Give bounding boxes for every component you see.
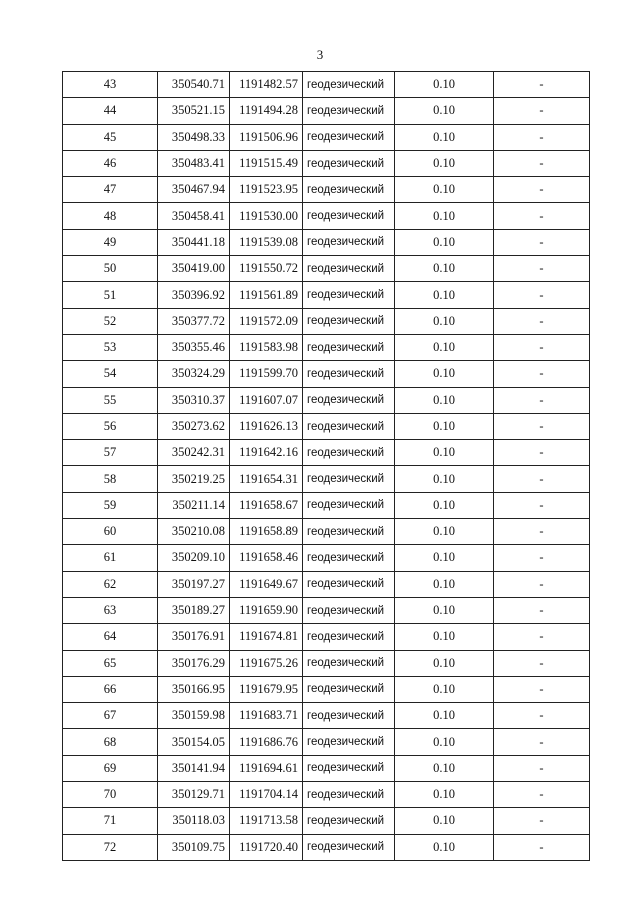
note-cell: - bbox=[494, 755, 590, 781]
note-cell: - bbox=[494, 703, 590, 729]
y-coordinate-cell: 1191561.89 bbox=[230, 282, 303, 308]
note-cell: - bbox=[494, 308, 590, 334]
point-number-cell: 53 bbox=[63, 334, 158, 360]
point-number-cell: 56 bbox=[63, 413, 158, 439]
note-cell: - bbox=[494, 361, 590, 387]
accuracy-cell: 0.10 bbox=[395, 676, 494, 702]
accuracy-cell: 0.10 bbox=[395, 308, 494, 334]
point-number-cell: 54 bbox=[63, 361, 158, 387]
table-row bbox=[63, 466, 590, 492]
y-coordinate-cell: 1191515.49 bbox=[230, 150, 303, 176]
y-coordinate-cell: 1191658.67 bbox=[230, 492, 303, 518]
point-number-cell: 59 bbox=[63, 492, 158, 518]
x-coordinate-cell: 350242.31 bbox=[158, 440, 230, 466]
method-cell: геодезический bbox=[303, 492, 395, 518]
x-coordinate-cell: 350483.41 bbox=[158, 150, 230, 176]
y-coordinate-cell: 1191494.28 bbox=[230, 98, 303, 124]
note-cell: - bbox=[494, 413, 590, 439]
point-number-cell: 64 bbox=[63, 624, 158, 650]
x-coordinate-cell: 350210.08 bbox=[158, 519, 230, 545]
accuracy-cell: 0.10 bbox=[395, 440, 494, 466]
method-cell: геодезический bbox=[303, 466, 395, 492]
method-cell: геодезический bbox=[303, 650, 395, 676]
y-coordinate-cell: 1191713.58 bbox=[230, 808, 303, 834]
table-row bbox=[63, 729, 590, 755]
x-coordinate-cell: 350129.71 bbox=[158, 782, 230, 808]
y-coordinate-cell: 1191607.07 bbox=[230, 387, 303, 413]
y-coordinate-cell: 1191674.81 bbox=[230, 624, 303, 650]
method-cell: геодезический bbox=[303, 229, 395, 255]
table-row bbox=[63, 782, 590, 808]
point-number-cell: 43 bbox=[63, 72, 158, 98]
method-cell: геодезический bbox=[303, 519, 395, 545]
point-number-cell: 61 bbox=[63, 545, 158, 571]
y-coordinate-cell: 1191659.90 bbox=[230, 597, 303, 623]
table-row bbox=[63, 440, 590, 466]
accuracy-cell: 0.10 bbox=[395, 597, 494, 623]
y-coordinate-cell: 1191704.14 bbox=[230, 782, 303, 808]
y-coordinate-cell: 1191679.95 bbox=[230, 676, 303, 702]
y-coordinate-cell: 1191506.96 bbox=[230, 124, 303, 150]
accuracy-cell: 0.10 bbox=[395, 545, 494, 571]
x-coordinate-cell: 350176.91 bbox=[158, 624, 230, 650]
table-row bbox=[63, 229, 590, 255]
method-cell: геодезический bbox=[303, 361, 395, 387]
note-cell: - bbox=[494, 124, 590, 150]
note-cell: - bbox=[494, 387, 590, 413]
table-row bbox=[63, 808, 590, 834]
table-row bbox=[63, 703, 590, 729]
point-number-cell: 52 bbox=[63, 308, 158, 334]
x-coordinate-cell: 350324.29 bbox=[158, 361, 230, 387]
x-coordinate-cell: 350197.27 bbox=[158, 571, 230, 597]
x-coordinate-cell: 350219.25 bbox=[158, 466, 230, 492]
method-cell: геодезический bbox=[303, 545, 395, 571]
point-number-cell: 58 bbox=[63, 466, 158, 492]
accuracy-cell: 0.10 bbox=[395, 150, 494, 176]
accuracy-cell: 0.10 bbox=[395, 466, 494, 492]
method-cell: геодезический bbox=[303, 834, 395, 860]
accuracy-cell: 0.10 bbox=[395, 387, 494, 413]
accuracy-cell: 0.10 bbox=[395, 650, 494, 676]
point-number-cell: 71 bbox=[63, 808, 158, 834]
table-row bbox=[63, 834, 590, 860]
x-coordinate-cell: 350211.14 bbox=[158, 492, 230, 518]
method-cell: геодезический bbox=[303, 808, 395, 834]
y-coordinate-cell: 1191720.40 bbox=[230, 834, 303, 860]
point-number-cell: 46 bbox=[63, 150, 158, 176]
method-cell: геодезический bbox=[303, 203, 395, 229]
page-number: 3 bbox=[316, 47, 324, 62]
accuracy-cell: 0.10 bbox=[395, 834, 494, 860]
note-cell: - bbox=[494, 782, 590, 808]
x-coordinate-cell: 350273.62 bbox=[158, 413, 230, 439]
y-coordinate-cell: 1191658.89 bbox=[230, 519, 303, 545]
method-cell: геодезический bbox=[303, 440, 395, 466]
method-cell: геодезический bbox=[303, 624, 395, 650]
accuracy-cell: 0.10 bbox=[395, 282, 494, 308]
accuracy-cell: 0.10 bbox=[395, 124, 494, 150]
table-row bbox=[63, 519, 590, 545]
x-coordinate-cell: 350396.92 bbox=[158, 282, 230, 308]
x-coordinate-cell: 350166.95 bbox=[158, 676, 230, 702]
table-row bbox=[63, 98, 590, 124]
table-row bbox=[63, 676, 590, 702]
point-number-cell: 66 bbox=[63, 676, 158, 702]
accuracy-cell: 0.10 bbox=[395, 519, 494, 545]
accuracy-cell: 0.10 bbox=[395, 72, 494, 98]
method-cell: геодезический bbox=[303, 755, 395, 781]
method-cell: геодезический bbox=[303, 571, 395, 597]
y-coordinate-cell: 1191683.71 bbox=[230, 703, 303, 729]
point-number-cell: 65 bbox=[63, 650, 158, 676]
note-cell: - bbox=[494, 650, 590, 676]
point-number-cell: 70 bbox=[63, 782, 158, 808]
accuracy-cell: 0.10 bbox=[395, 203, 494, 229]
accuracy-cell: 0.10 bbox=[395, 361, 494, 387]
note-cell: - bbox=[494, 256, 590, 282]
method-cell: геодезический bbox=[303, 256, 395, 282]
y-coordinate-cell: 1191658.46 bbox=[230, 545, 303, 571]
point-number-cell: 48 bbox=[63, 203, 158, 229]
point-number-cell: 68 bbox=[63, 729, 158, 755]
table-row bbox=[63, 492, 590, 518]
note-cell: - bbox=[494, 177, 590, 203]
accuracy-cell: 0.10 bbox=[395, 703, 494, 729]
x-coordinate-cell: 350540.71 bbox=[158, 72, 230, 98]
y-coordinate-cell: 1191523.95 bbox=[230, 177, 303, 203]
accuracy-cell: 0.10 bbox=[395, 413, 494, 439]
method-cell: геодезический bbox=[303, 177, 395, 203]
x-coordinate-cell: 350498.33 bbox=[158, 124, 230, 150]
table-row bbox=[63, 203, 590, 229]
x-coordinate-cell: 350441.18 bbox=[158, 229, 230, 255]
accuracy-cell: 0.10 bbox=[395, 334, 494, 360]
accuracy-cell: 0.10 bbox=[395, 808, 494, 834]
note-cell: - bbox=[494, 98, 590, 124]
coordinates-table bbox=[62, 71, 590, 861]
method-cell: геодезический bbox=[303, 72, 395, 98]
note-cell: - bbox=[494, 571, 590, 597]
note-cell: - bbox=[494, 597, 590, 623]
y-coordinate-cell: 1191694.61 bbox=[230, 755, 303, 781]
note-cell: - bbox=[494, 334, 590, 360]
note-cell: - bbox=[494, 440, 590, 466]
table-row bbox=[63, 282, 590, 308]
point-number-cell: 49 bbox=[63, 229, 158, 255]
accuracy-cell: 0.10 bbox=[395, 98, 494, 124]
table-row bbox=[63, 387, 590, 413]
method-cell: геодезический bbox=[303, 150, 395, 176]
note-cell: - bbox=[494, 72, 590, 98]
y-coordinate-cell: 1191675.26 bbox=[230, 650, 303, 676]
method-cell: геодезический bbox=[303, 676, 395, 702]
x-coordinate-cell: 350355.46 bbox=[158, 334, 230, 360]
y-coordinate-cell: 1191642.16 bbox=[230, 440, 303, 466]
x-coordinate-cell: 350159.98 bbox=[158, 703, 230, 729]
note-cell: - bbox=[494, 545, 590, 571]
x-coordinate-cell: 350209.10 bbox=[158, 545, 230, 571]
method-cell: геодезический bbox=[303, 282, 395, 308]
table-row bbox=[63, 308, 590, 334]
y-coordinate-cell: 1191583.98 bbox=[230, 334, 303, 360]
accuracy-cell: 0.10 bbox=[395, 229, 494, 255]
method-cell: геодезический bbox=[303, 334, 395, 360]
note-cell: - bbox=[494, 519, 590, 545]
table-row bbox=[63, 545, 590, 571]
coordinates-table-body bbox=[63, 72, 590, 861]
table-row bbox=[63, 334, 590, 360]
table-row bbox=[63, 624, 590, 650]
table-row bbox=[63, 597, 590, 623]
point-number-cell: 62 bbox=[63, 571, 158, 597]
note-cell: - bbox=[494, 150, 590, 176]
accuracy-cell: 0.10 bbox=[395, 782, 494, 808]
point-number-cell: 44 bbox=[63, 98, 158, 124]
point-number-cell: 50 bbox=[63, 256, 158, 282]
table-row bbox=[63, 413, 590, 439]
point-number-cell: 60 bbox=[63, 519, 158, 545]
method-cell: геодезический bbox=[303, 124, 395, 150]
table-row bbox=[63, 256, 590, 282]
note-cell: - bbox=[494, 492, 590, 518]
x-coordinate-cell: 350310.37 bbox=[158, 387, 230, 413]
accuracy-cell: 0.10 bbox=[395, 177, 494, 203]
table-row bbox=[63, 755, 590, 781]
x-coordinate-cell: 350521.15 bbox=[158, 98, 230, 124]
accuracy-cell: 0.10 bbox=[395, 492, 494, 518]
point-number-cell: 45 bbox=[63, 124, 158, 150]
point-number-cell: 72 bbox=[63, 834, 158, 860]
y-coordinate-cell: 1191530.00 bbox=[230, 203, 303, 229]
note-cell: - bbox=[494, 676, 590, 702]
point-number-cell: 47 bbox=[63, 177, 158, 203]
table-row bbox=[63, 361, 590, 387]
accuracy-cell: 0.10 bbox=[395, 729, 494, 755]
method-cell: геодезический bbox=[303, 413, 395, 439]
accuracy-cell: 0.10 bbox=[395, 256, 494, 282]
note-cell: - bbox=[494, 808, 590, 834]
y-coordinate-cell: 1191599.70 bbox=[230, 361, 303, 387]
method-cell: геодезический bbox=[303, 782, 395, 808]
y-coordinate-cell: 1191686.76 bbox=[230, 729, 303, 755]
method-cell: геодезический bbox=[303, 703, 395, 729]
note-cell: - bbox=[494, 282, 590, 308]
x-coordinate-cell: 350176.29 bbox=[158, 650, 230, 676]
x-coordinate-cell: 350109.75 bbox=[158, 834, 230, 860]
x-coordinate-cell: 350467.94 bbox=[158, 177, 230, 203]
note-cell: - bbox=[494, 624, 590, 650]
x-coordinate-cell: 350377.72 bbox=[158, 308, 230, 334]
method-cell: геодезический bbox=[303, 597, 395, 623]
note-cell: - bbox=[494, 203, 590, 229]
point-number-cell: 63 bbox=[63, 597, 158, 623]
note-cell: - bbox=[494, 834, 590, 860]
x-coordinate-cell: 350458.41 bbox=[158, 203, 230, 229]
x-coordinate-cell: 350141.94 bbox=[158, 755, 230, 781]
point-number-cell: 57 bbox=[63, 440, 158, 466]
x-coordinate-cell: 350118.03 bbox=[158, 808, 230, 834]
point-number-cell: 55 bbox=[63, 387, 158, 413]
table-row bbox=[63, 124, 590, 150]
y-coordinate-cell: 1191626.13 bbox=[230, 413, 303, 439]
accuracy-cell: 0.10 bbox=[395, 624, 494, 650]
point-number-cell: 51 bbox=[63, 282, 158, 308]
x-coordinate-cell: 350419.00 bbox=[158, 256, 230, 282]
table-row bbox=[63, 72, 590, 98]
table-row bbox=[63, 650, 590, 676]
y-coordinate-cell: 1191482.57 bbox=[230, 72, 303, 98]
y-coordinate-cell: 1191550.72 bbox=[230, 256, 303, 282]
x-coordinate-cell: 350154.05 bbox=[158, 729, 230, 755]
method-cell: геодезический bbox=[303, 98, 395, 124]
y-coordinate-cell: 1191539.08 bbox=[230, 229, 303, 255]
note-cell: - bbox=[494, 466, 590, 492]
note-cell: - bbox=[494, 729, 590, 755]
accuracy-cell: 0.10 bbox=[395, 571, 494, 597]
table-row bbox=[63, 177, 590, 203]
y-coordinate-cell: 1191572.09 bbox=[230, 308, 303, 334]
y-coordinate-cell: 1191654.31 bbox=[230, 466, 303, 492]
method-cell: геодезический bbox=[303, 308, 395, 334]
table-row bbox=[63, 150, 590, 176]
note-cell: - bbox=[494, 229, 590, 255]
point-number-cell: 69 bbox=[63, 755, 158, 781]
accuracy-cell: 0.10 bbox=[395, 755, 494, 781]
point-number-cell: 67 bbox=[63, 703, 158, 729]
method-cell: геодезический bbox=[303, 387, 395, 413]
table-row bbox=[63, 571, 590, 597]
method-cell: геодезический bbox=[303, 729, 395, 755]
x-coordinate-cell: 350189.27 bbox=[158, 597, 230, 623]
y-coordinate-cell: 1191649.67 bbox=[230, 571, 303, 597]
